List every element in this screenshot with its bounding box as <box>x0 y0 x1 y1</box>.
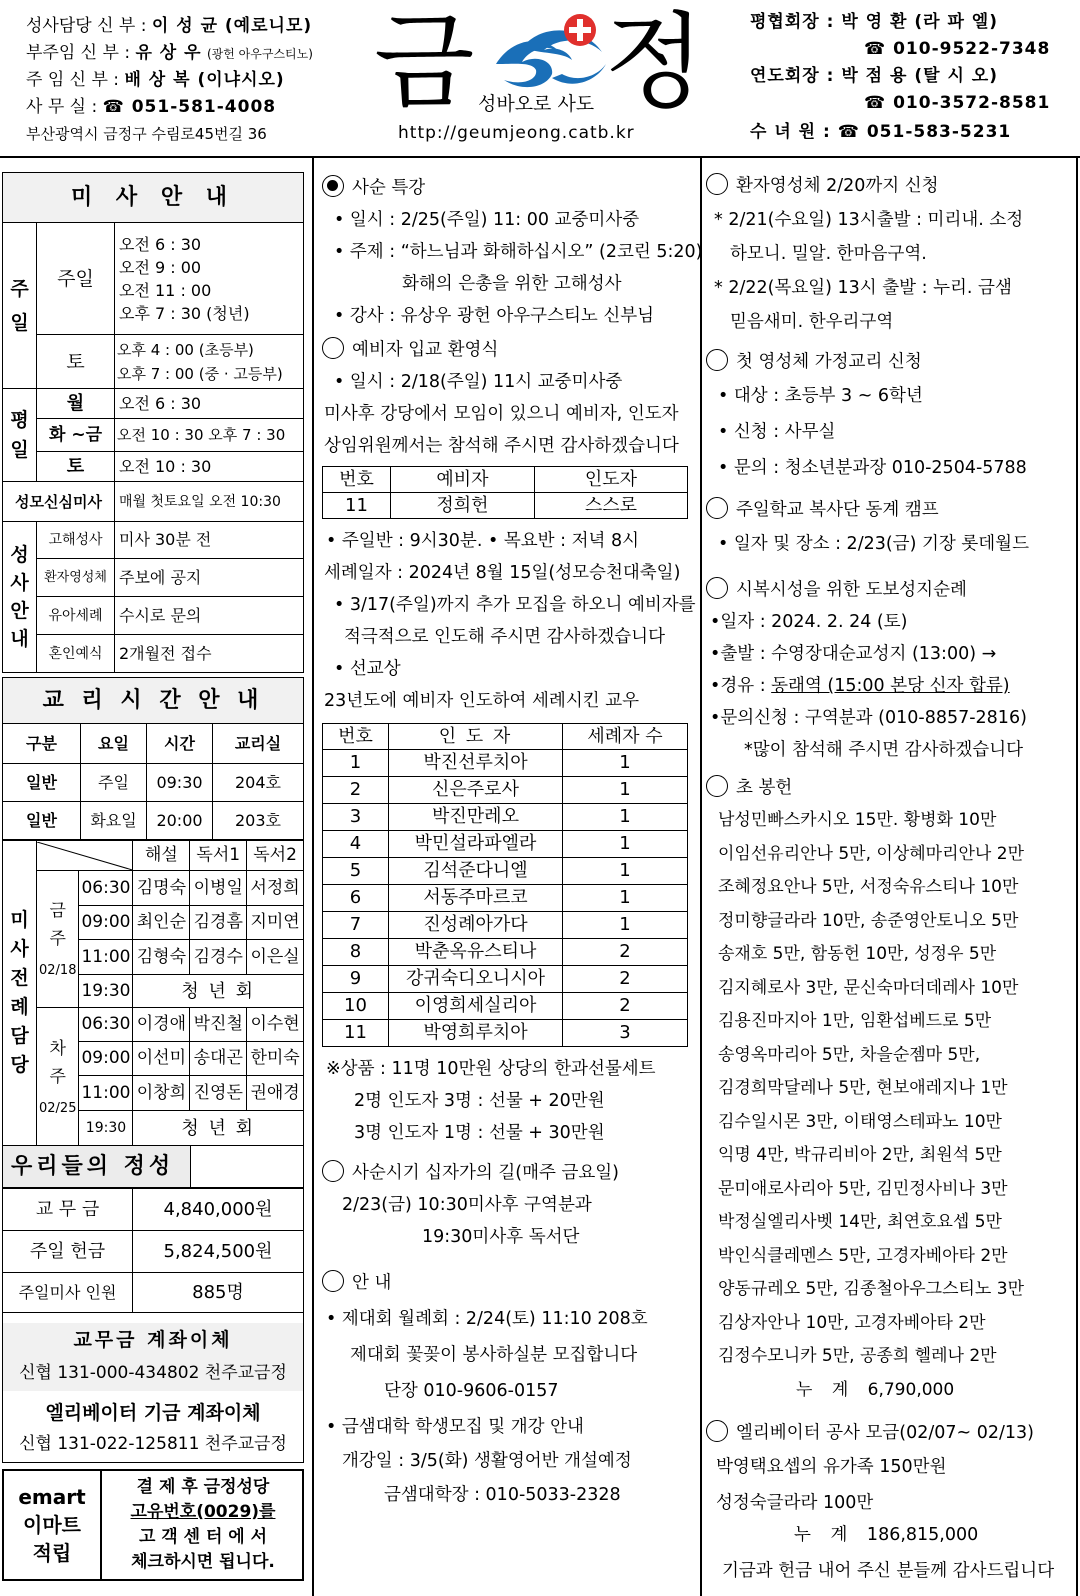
candle-heading: 초 봉헌 <box>706 772 1072 804</box>
weekday-time-1: 오전 10 : 30 오후 7 : 30 <box>115 419 304 452</box>
accounts-box <box>2 1323 304 1463</box>
subtitle: 성바오로 사도 <box>478 93 595 115</box>
candle-donor-list: 남성민빠스카시오 15만. 황병화 10만 이임선유리안나 5만, 이상혜마리안나 2만 조혜정요안나 5만, 서정숙유스티나 10만 정미향글라라 10만, 송준영안토니오 5만 송재호 5만, 함동헌 10만, 성정우 5만 김지혜로사 3만, 문신숙마더데레사 10만 김용진마지아 1만, 임환섭베드로 5만 송영옥마리아 5만, 차을순젬마 5만, 김경희막달레나 5만, 현보애레지나 1만 김수일시몬 3만, 이태영스테파노 10만 익명 4만, 박규리비아 2만, 최원석 5만 문미애로사리아 5만, 김민정사비나 3만 박정실엘리사벳 14만, 최연호요셉 5만 박인식클레멘스 5만, 고경자베아타 2만 양동규레오 5만, 김종철아우그스티노 3만 김상자안나 10만, 고경자베아타 2만 김정수모니카 5만, 공종희 헬레나 2만 누 계 6,790,000 <box>706 804 1072 1407</box>
sacrament-label-0: 고해성사 <box>37 522 115 559</box>
column-divider-1 <box>312 157 314 1596</box>
holy-heart-label: 성모신심미사 <box>3 482 115 522</box>
table-row: 3 박진만레오 1 <box>323 804 688 831</box>
table-row: 일반 화요일 20:00 203호 <box>3 802 304 840</box>
right-column: 환자영성체 2/20까지 신청 * 2/21(수요일) 13시출발 : 미리내. 소정 하모니. 밀알. 한마음구역. * 2/22(목요일) 13시 출발 : 누리. 금샘 믿음새미. 한우리구역 첫 영성체 가정교리 신청 • 대상 : 초등부 3 ~ 6학년 • 신청 : 사무실 • 문의 : 청소년분과장 010-2504-5788 주일학교 복사단 동계 캠프 • 일자 및 장소 : 2/23(금) 기장 롯데월드 시복시성을 위한 도보성지순례 •일자 : 2024. 2. 24 (토) •출발 : 수영장대순교성지 (13:00) → •경유 : 동래역 (15:00 본당 신자 합류) •문의신청 : 구역분과 (010-8857-2816) *많이 참석해 주시면 감사하겠습니다 초 봉헌 남성민빠스카시오 15만. 황병화 10만 이임선유리안나 5만, 이상혜마리안나 2만 조혜정요안나 5만, 서정숙유스티나 10만 정미향글라라 10만, 송준영안토니오 5만 송재호 5만, 함동헌 10만, 성정우 5만 김지혜로사 3만, 문신숙마더데레사 10만 김용진마지아 1만, 임환섭베드로 5만 송영옥마리아 5만, 차을순젬마 5만, 김경희막달레나 5만, 현보애레지나 1만 김수일시몬 3만, 이태영스테파노 10만 익명 4만, 박규리비아 2만, 최원석 5만 문미애로사리아 5만, 김민정사비나 3만 박정실엘리사벳 14만, 최연호요셉 5만 박인식클레멘스 5만, 고경자베아타 2만 양동규레오 5만, 김종철아우그스티노 3만 김상자안나 10만, 고경자베아타 2만 김정수모니카 5만, 공종희 헬레나 2만 누 계 6,790,000 엘리베이터 공사 모금(02/07~ 02/13) 박영택요셉의 유가족 150만원 성정숙글라라 100만 누 계 186,815,000 기금과 헌금 내어 주신 분들께 감사드립니다 <box>706 170 1072 1587</box>
weekday-label-1: 화 ~금 <box>37 419 115 452</box>
offering-title: 우리들의 정성 <box>3 1146 191 1187</box>
parish-logo-icon <box>492 8 610 98</box>
catechumen-heading: 예비자 입교 환영식 <box>322 334 694 366</box>
saturday-times: 오후 4 : 00 (초등부) 오후 7 : 00 (중 · 고등부) <box>115 335 304 389</box>
table-row: 11 박영희루치아 3 <box>323 1020 688 1047</box>
sacrament-value-0: 미사 30분 전 <box>115 522 304 559</box>
title-char-left: 금 <box>374 1 475 123</box>
header-president: 평협회장 : 박 영 환 (라 파 엘) <box>750 12 998 32</box>
middle-column: 사순 특강 • 일시 : 2/25(주일) 11: 00 교중미사중 • 주제 : “하느님과 화해하십시오” (2코린 5:20) 화해의 은총을 위한 고해성사 • 강사 : 유상우 광헌 아우구스티노 신부님 예비자 입교 환영식 • 일시 : 2/18(주일) 11시 교중미사중 미사후 강당에서 모임이 있으니 예비자, 인도자 상임위원께서는 참석해 주시면 감사하겠습니다 번호 예비자 인도자 11 정희헌 스스로 • 주일반 : 9시30분. • 목요반 : 저녁 8시 세례일자 : 2024년 8월 15일(성모승천대축일) • 3/17(주일)까지 추가 모집을 하오니 예비자를 적극적으로 인도해 주시면 감사하겠습니다 • 선교상 23년도에 예비자 인도하여 세례시킨 교우 번호 인 도 자 세례자 수 1 박진선루치아 1 2 신은주로사 1 3 박진만레오 1 4 박민설라파엘라 1 5 김석준다니엘 1 6 서동주마르코 1 7 진성례아가다 1 8 박춘옥유스티나 2 9 강귀숙디오니시아 2 10 이영희세실리아 2 11 박영희루치아 3 ※상품 : 11명 10만원 상당의 한과선물세트 2명 인도자 3명 : 선물 + 20만원 3명 인도자 1명 : 선물 + 30만원 사순시기 십자가의 길(매주 금요일) 2/23(금) 10:30미사후 구역분과 19:30미사후 독서단 안 내 • 제대회 월례회 : 2/24(토) 11:10 208호 제대회 꽃꽂이 봉사하실분 모집합니다 단장 010-9606-0157 • 금샘대학 학생모집 및 개강 안내 개강일 : 3/5(화) 생활영어반 개설예정 금샘대학장 : 010-5033-2328 <box>322 172 694 1511</box>
parish-url[interactable]: http://geumjeong.catb.kr <box>398 123 635 143</box>
ministry-header-0: 해설 <box>133 841 190 871</box>
saturday-label: 토 <box>37 335 115 389</box>
weekday-time-0: 오전 6 : 30 <box>115 389 304 419</box>
next-week-label: 차 주 02/25 <box>37 1008 79 1146</box>
sacrament-value-2: 수시로 문의 <box>115 597 304 635</box>
header-office: 사 무 실 : ☎ 051-581-4008 <box>26 97 277 117</box>
stations-heading: 사순시기 십자가의 길(매주 금요일) <box>322 1157 694 1189</box>
sacrament-label-1: 환자영성체 <box>37 559 115 597</box>
table-row: 5 김석준다니엘 1 <box>323 858 688 885</box>
header-convent: 수 녀 원 : ☎ 051-583-5231 <box>750 122 1012 142</box>
catechism-header-2: 시간 <box>147 724 213 764</box>
column-divider-2 <box>700 157 702 1596</box>
pilgrim-heading: 시복시성을 위한 도보성지순례 <box>706 574 1072 606</box>
first-communion-heading: 첫 영성체 가정교리 신청 <box>706 346 1072 378</box>
table-row: 10 이영희세실리아 2 <box>323 993 688 1020</box>
account-value-1: 신협 131-022-125811 천주교금정 <box>19 1434 287 1454</box>
circle-icon <box>322 1160 344 1182</box>
account-title-0: 교무금 계좌이체 <box>73 1329 233 1351</box>
weekday-label-0: 월 <box>37 389 115 419</box>
header-yeondo: 연도회장 : 박 점 용 (탈 시 오) <box>750 66 998 86</box>
title-char-right: 정 <box>604 1 705 123</box>
holy-heart-value: 매월 첫토요일 오전 10:30 <box>115 482 304 522</box>
communion-heading: 환자영성체 2/20까지 신청 <box>706 170 1072 202</box>
ministry-corner <box>37 841 133 871</box>
table-row: 11 정희헌 스스로 <box>323 493 688 519</box>
header-address: 부산광역시 금정구 수림로45번길 36 <box>26 125 267 143</box>
sunday-label: 주일 <box>37 223 115 335</box>
thanks-note: 기금과 헌금 내어 주신 분들께 감사드립니다 <box>722 1561 1055 1581</box>
page-right-border <box>1076 157 1078 1596</box>
account-value-0: 신협 131-000-434802 천주교금정 <box>19 1363 287 1383</box>
this-week-label: 금 주 02/18 <box>37 871 79 1008</box>
table-row: 8 박춘옥유스티나 2 <box>323 939 688 966</box>
table-row: 7 진성례아가다 1 <box>323 912 688 939</box>
elevator-heading: 엘리베이터 공사 모금(02/07~ 02/13) <box>706 1417 1072 1449</box>
weekday-label-2: 토 <box>37 452 115 482</box>
catechism-header-3: 교리실 <box>213 724 304 764</box>
circle-icon <box>706 497 728 519</box>
sacrament-label-2: 유아세례 <box>37 597 115 635</box>
catechism-header-1: 요일 <box>81 724 147 764</box>
circle-icon <box>706 577 728 599</box>
notice-heading: 안 내 <box>322 1267 694 1299</box>
header-priest-2: 부주임 신 부 : 유 상 우 (광헌 아우구스티노) <box>26 43 313 63</box>
table-row: 교 무 금 4,840,000원 <box>3 1189 304 1231</box>
emart-box <box>2 1469 304 1581</box>
circle-icon <box>322 1270 344 1292</box>
ministry-header-2: 독서2 <box>247 841 304 871</box>
circle-icon <box>706 173 728 195</box>
sacrament-label-3: 혼인예식 <box>37 635 115 673</box>
circle-icon <box>706 775 728 797</box>
sunday-times: 오전 6 : 30 오전 9 : 00 오전 11 : 00 오후 7 : 30 (청년) <box>115 223 304 335</box>
table-row: 09:00 최인순 김경흠 지미연 <box>3 906 304 940</box>
table-row: 19:30 청 년 회 <box>3 975 304 1008</box>
spacer <box>2 1313 304 1323</box>
weekday-time-2: 오전 10 : 30 <box>115 452 304 482</box>
offering-table <box>2 1188 304 1313</box>
header-yeondo-phone: ☎ 010-3572-8581 <box>864 93 1051 113</box>
catechumen-table: 번호 예비자 인도자 11 정희헌 스스로 <box>322 466 688 519</box>
table-row: 차 주 02/25 06:30 이경애 박진철 이수현 <box>3 1008 304 1042</box>
sacrament-group: 성 사 안 내 <box>3 522 37 673</box>
lenten-heading: 사순 특강 <box>322 172 694 204</box>
circle-icon <box>322 337 344 359</box>
elevator-total: 누 계 186,815,000 <box>794 1525 979 1545</box>
table-row: 일반 주일 09:30 204호 <box>3 764 304 802</box>
ministry-group: 미 사 전 례 담 당 <box>3 841 37 1146</box>
table-row: 4 박민설라파엘라 1 <box>323 831 688 858</box>
table-row: 19:30 청 년 회 <box>3 1111 304 1146</box>
ministry-table <box>2 840 304 1146</box>
filled-circle-icon <box>322 175 344 197</box>
circle-icon <box>706 1420 728 1442</box>
candle-total: 누 계 6,790,000 <box>796 1379 955 1400</box>
table-row: 2 신은주로사 1 <box>323 777 688 804</box>
table-row: 주일미사 인원 885명 <box>3 1273 304 1313</box>
header-priest-3: 주 임 신 부 : 배 상 복 (이냐시오) <box>26 70 285 90</box>
weekday-group: 평 일 <box>3 389 37 482</box>
catechism-table <box>2 677 304 840</box>
left-column <box>2 172 304 1581</box>
pilgrim-route: •경유 : 동래역 (15:00 본당 신자 합류) <box>710 676 1010 696</box>
emart-text: 결 제 후 금정성당 고유번호(0029)를 고 객 센 터 에 서 체크하시면 됩니다. <box>130 1477 276 1572</box>
table-row: 11:00 김형숙 김경수 이은실 <box>3 940 304 975</box>
table-row: 6 서동주마르코 1 <box>323 885 688 912</box>
table-row: 9 강귀숙디오니시아 2 <box>323 966 688 993</box>
offering-title-row <box>2 1146 304 1188</box>
table-row: 주일 헌금 5,824,500원 <box>3 1231 304 1273</box>
mass-title: 미 사 안 내 <box>3 173 304 223</box>
mass-schedule-table <box>2 172 304 673</box>
mission-award-table: 번호 인 도 자 세례자 수 1 박진선루치아 1 2 신은주로사 1 3 박진만레오 1 4 박민설라파엘라 1 5 김석준다니엘 1 6 서동주마르코 1 7 진성례아가다 1 8 박춘옥유스티나 2 9 강귀숙디오니시아 2 10 이영희세실리아 2 11 박영희루치아 3 <box>322 723 688 1047</box>
camp-heading: 주일학교 복사단 동계 캠프 <box>706 494 1072 526</box>
catechism-header-0: 구분 <box>3 724 81 764</box>
table-row: 11:00 이창희 진영돈 권애경 <box>3 1076 304 1111</box>
sacrament-value-1: 주보에 공지 <box>115 559 304 597</box>
ministry-header-1: 독서1 <box>190 841 247 871</box>
table-row: 금 주 02/18 06:30 김명숙 이병일 서정희 <box>3 871 304 906</box>
header-priest-1: 성사담당 신 부 : 이 성 균 (예로니모) <box>26 16 313 36</box>
catechism-title: 교 리 시 간 안 내 <box>3 678 304 724</box>
emart-logo: emart 이마트 적립 <box>4 1471 102 1579</box>
account-title-1: 엘리베이터 기금 계좌이체 <box>45 1402 261 1424</box>
circle-icon <box>706 349 728 371</box>
table-row: 09:00 이선미 송대곤 한미숙 <box>3 1042 304 1076</box>
sacrament-value-3: 2개월전 접수 <box>115 635 304 673</box>
header-divider <box>0 156 1080 158</box>
table-row: 1 박진선루치아 1 <box>323 750 688 777</box>
sunday-group: 주 일 <box>3 223 37 389</box>
header-president-phone: ☎ 010-9522-7348 <box>864 39 1051 59</box>
